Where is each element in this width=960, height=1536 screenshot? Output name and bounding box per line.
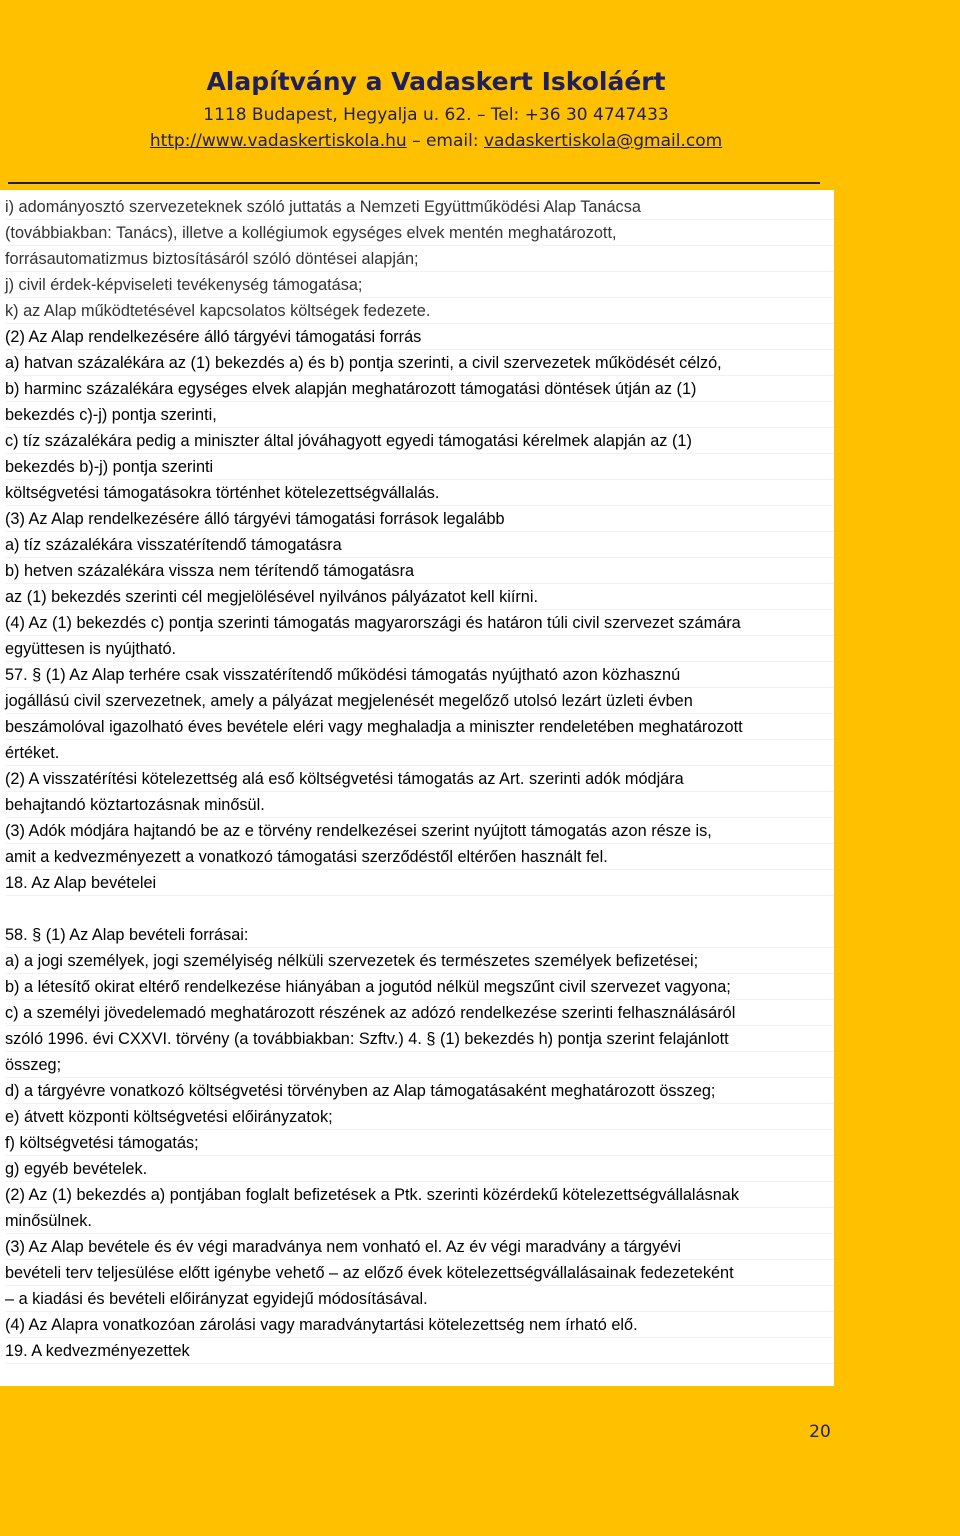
letterhead	[0, 62, 960, 154]
address: 1118 Budapest, Hegyalja u. 62.	[203, 105, 472, 125]
document-body	[0, 190, 834, 1386]
text-line: behajtandó köztartozásnak minősül.	[5, 792, 834, 818]
text-line: bevételi terv teljesülése előtt igénybe vehető – az előző évek kötelezettségvállalásainak fedezeteként	[5, 1260, 834, 1286]
text-line: k) az Alap működtetésével kapcsolatos költségek fedezete.	[5, 298, 834, 324]
text-line: költségvetési támogatásokra történhet kötelezettségvállalás.	[5, 480, 834, 506]
text-line: együttesen is nyújtható.	[5, 636, 834, 662]
text-line: b) harminc százalékára egységes elvek alapján meghatározott támogatási döntések útján az (1)	[5, 376, 834, 402]
text-line: (2) A visszatérítési kötelezettség alá eső költségvetési támogatás az Art. szerinti adók módjára	[5, 766, 834, 792]
text-line: (4) Az Alapra vonatkozóan zárolási vagy maradványtartási kötelezettség nem írható elő.	[5, 1312, 834, 1338]
text-line: forrásautomatizmus biztosításáról szóló döntései alapján;	[5, 246, 834, 272]
text-line: (3) Az Alap bevétele és év végi maradványa nem vonható el. Az év végi maradvány a tárgyévi	[5, 1234, 834, 1260]
text-line: 58. § (1) Az Alap bevételi forrásai:	[5, 922, 834, 948]
section-heading: 19. A kedvezményezettek	[5, 1338, 834, 1364]
text-line: beszámolóval igazolható éves bevétele eléri vagy meghaladja a miniszter rendeletében meghatározott	[5, 714, 834, 740]
text-line: c) tíz százalékára pedig a miniszter által jóváhagyott egyedi támogatási kérelmek alapján az (1)	[5, 428, 834, 454]
text-line: (3) Az Alap rendelkezésére álló tárgyévi támogatási források legalább	[5, 506, 834, 532]
text-line: amit a kedvezményezett a vonatkozó támogatási szerződéstől eltérően használt fel.	[5, 844, 834, 870]
text-line: jogállású civil szervezetnek, amely a pályázat megjelenését megelőző utolsó lezárt üzleti évben	[5, 688, 834, 714]
text-line: összeg;	[5, 1052, 834, 1078]
separator: –	[476, 105, 486, 125]
text-line: bekezdés b)-j) pontja szerinti	[5, 454, 834, 480]
text-line: b) a létesítő okirat eltérő rendelkezése hiányában a jogutód nélkül megszűnt civil szervezet vagyona;	[5, 974, 834, 1000]
text-line: (4) Az (1) bekezdés c) pontja szerinti támogatás magyarországi és határon túli civil szervezet számára	[5, 610, 834, 636]
text-line: j) civil érdek-képviseleti tevékenység támogatása;	[5, 272, 834, 298]
contact-line	[0, 102, 960, 128]
separator: –	[412, 131, 421, 151]
text-line: b) hetven százalékára vissza nem térítendő támogatásra	[5, 558, 834, 584]
text-line: értéket.	[5, 740, 834, 766]
phone: Tel: +36 30 4747433	[490, 105, 669, 125]
text-line: 57. § (1) Az Alap terhére csak visszatérítendő működési támogatás nyújtható azon közhasznú	[5, 662, 834, 688]
web-line	[0, 128, 960, 154]
text-line: – a kiadási és bevételi előirányzat egyidejű módosításával.	[5, 1286, 834, 1312]
text-line: (2) Az Alap rendelkezésére álló tárgyévi támogatási forrás	[5, 324, 834, 350]
page-number: 20	[809, 1422, 831, 1442]
text-line: d) a tárgyévre vonatkozó költségvetési törvényben az Alap támogatásaként meghatározott összeg;	[5, 1078, 834, 1104]
section-heading: 18. Az Alap bevételei	[5, 870, 834, 896]
text-line: g) egyéb bevételek.	[5, 1156, 834, 1182]
email-label: email:	[425, 131, 479, 151]
email-link[interactable]: vadaskertiskola@gmail.com	[484, 131, 723, 151]
text-line: minősülnek.	[5, 1208, 834, 1234]
text-line: a) hatvan százalékára az (1) bekezdés a) és b) pontja szerinti, a civil szervezetek működését célzó,	[5, 350, 834, 376]
website-link[interactable]: http://www.vadaskertiskola.hu	[149, 131, 407, 151]
text-line: szóló 1996. évi CXXVI. törvény (a továbbiakban: Szftv.) 4. § (1) bekezdés h) pontja szerint felajánlott	[5, 1026, 834, 1052]
text-line: (továbbiakban: Tanács), illetve a kollégiumok egységes elvek mentén meghatározott,	[5, 220, 834, 246]
text-line: a) a jogi személyek, jogi személyiség nélküli szervezetek és természetes személyek befizetései;	[5, 948, 834, 974]
text-line: e) átvett központi költségvetési előirányzatok;	[5, 1104, 834, 1130]
text-line: c) a személyi jövedelemadó meghatározott részének az adózó rendelkezése szerinti felhasználásáról	[5, 1000, 834, 1026]
organization-name: Alapítvány a Vadaskert Iskoláért	[206, 67, 666, 96]
header-divider	[8, 182, 820, 184]
blank-line	[5, 896, 834, 922]
text-line: az (1) bekezdés szerinti cél megjelölésével nyilvános pályázatot kell kiírni.	[5, 584, 834, 610]
text-line: (2) Az (1) bekezdés a) pontjában foglalt befizetések a Ptk. szerinti közérdekű kötelezettségvállalásnak	[5, 1182, 834, 1208]
text-line: f) költségvetési támogatás;	[5, 1130, 834, 1156]
text-line: (3) Adók módjára hajtandó be az e törvény rendelkezései szerint nyújtott támogatás azon része is,	[5, 818, 834, 844]
text-line: bekezdés c)-j) pontja szerinti,	[5, 402, 834, 428]
text-line: i) adományosztó szervezeteknek szóló juttatás a Nemzeti Együttműködési Alap Tanácsa	[5, 194, 834, 220]
text-line: a) tíz százalékára visszatérítendő támogatásra	[5, 532, 834, 558]
